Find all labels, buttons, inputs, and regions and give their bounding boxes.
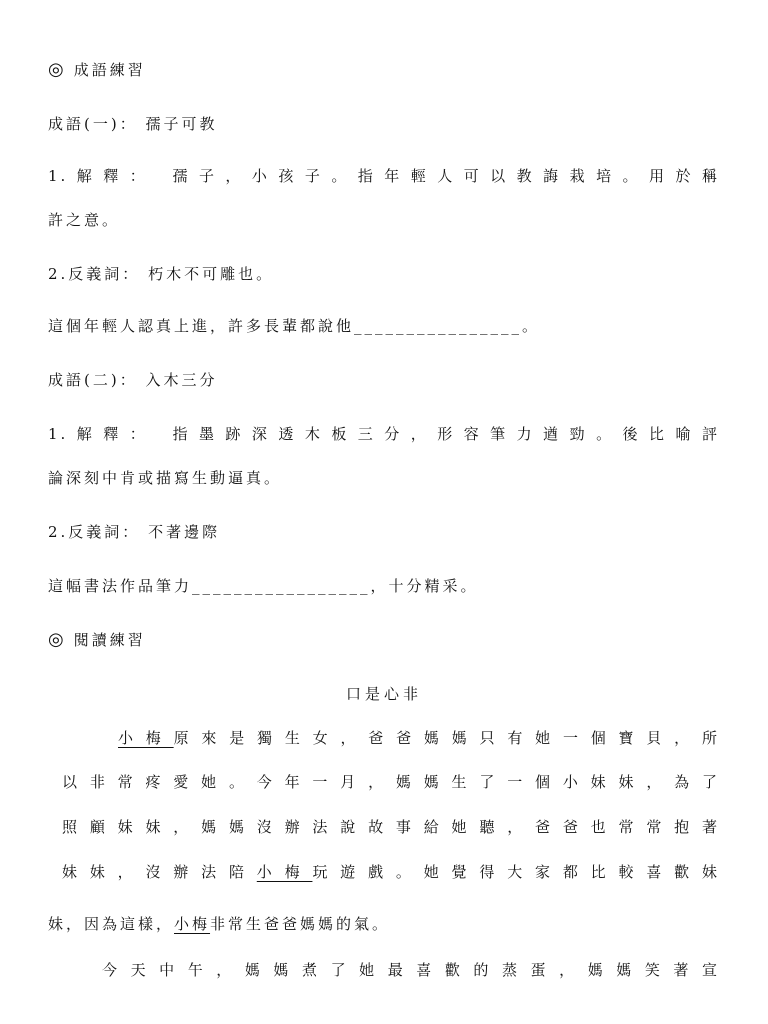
story-p1-line3: 照顧妹妹，媽媽沒辦法說故事給她聽，爸爸也常常抱著 <box>62 818 720 836</box>
story-title: 口是心非 <box>345 685 422 703</box>
idiom1-name: 孺子可教 <box>145 115 218 133</box>
idiom1-antonym-text: 朽木不可雕也。 <box>148 265 275 283</box>
idiom1-antonym <box>48 262 720 286</box>
idiom2-example-sentence: 這幅書法作品筆力_________________，十分精采。 <box>48 577 479 595</box>
double-circle-icon: ◎ <box>48 59 64 80</box>
idiom1-explain-prefix: 1.解釋： <box>48 167 157 185</box>
idiom2-heading <box>48 368 720 392</box>
story-p1-line1 <box>118 726 720 750</box>
character-name: 小梅 <box>174 915 211 933</box>
idiom2-name: 入木三分 <box>145 371 218 389</box>
story-text: 原來是獨生女，爸爸媽媽只有她一個寶貝，所 <box>173 729 720 747</box>
story-p2-line1: 今天中午，媽媽煮了她最喜歡的蒸蛋，媽媽笑著宣 <box>102 961 720 979</box>
character-name: 小梅 <box>256 863 313 881</box>
idiom2-explanation-line1 <box>48 422 720 446</box>
idiom2-antonym-prefix: 2.反義詞： <box>48 523 141 541</box>
idiom1-explanation-line2: 許之意。 <box>48 211 121 229</box>
section-heading-idiom <box>48 58 720 82</box>
idiom1-label: 成語(一)： <box>48 115 138 133</box>
idiom2-explain-text: 指墨跡深透木板三分，形容筆力遒勁。後比喻評 <box>172 425 720 443</box>
idiom1-heading <box>48 112 720 136</box>
story-text: 玩遊戲。她覺得大家都比較喜歡妹 <box>312 863 720 881</box>
idiom2-antonym <box>48 520 720 544</box>
idiom1-explanation-line1 <box>48 164 720 188</box>
story-text: 非常生爸爸媽媽的氣。 <box>210 915 391 933</box>
story-p1-line5 <box>48 912 720 936</box>
idiom1-antonym-prefix: 2.反義詞： <box>48 265 141 283</box>
double-circle-icon: ◎ <box>48 629 64 650</box>
section-heading-reading <box>48 628 720 652</box>
idiom1-explain-text: 孺子，小孩子。指年輕人可以教誨栽培。用於稱 <box>172 167 720 185</box>
idiom2-explain-prefix: 1.解釋： <box>48 425 157 443</box>
idiom1-example-sentence: 這個年輕人認真上進，許多長輩都說他________________。 <box>48 317 541 335</box>
story-p1-line2: 以非常疼愛她。今年一月，媽媽生了一個小妹妹，為了 <box>62 773 720 791</box>
story-text: 妹，因為這樣， <box>48 915 175 933</box>
story-p1-line4 <box>62 860 720 884</box>
story-text: 妹妹，沒辦法陪 <box>62 863 257 881</box>
section-heading-text: 閱讀練習 <box>73 631 146 649</box>
idiom2-explanation-line2: 論深刻中肯或描寫生動逼真。 <box>48 469 283 487</box>
idiom2-label: 成語(二)： <box>48 371 138 389</box>
section-heading-text: 成語練習 <box>73 61 146 79</box>
idiom2-antonym-text: 不著邊際 <box>148 523 221 541</box>
character-name: 小梅 <box>118 729 174 747</box>
